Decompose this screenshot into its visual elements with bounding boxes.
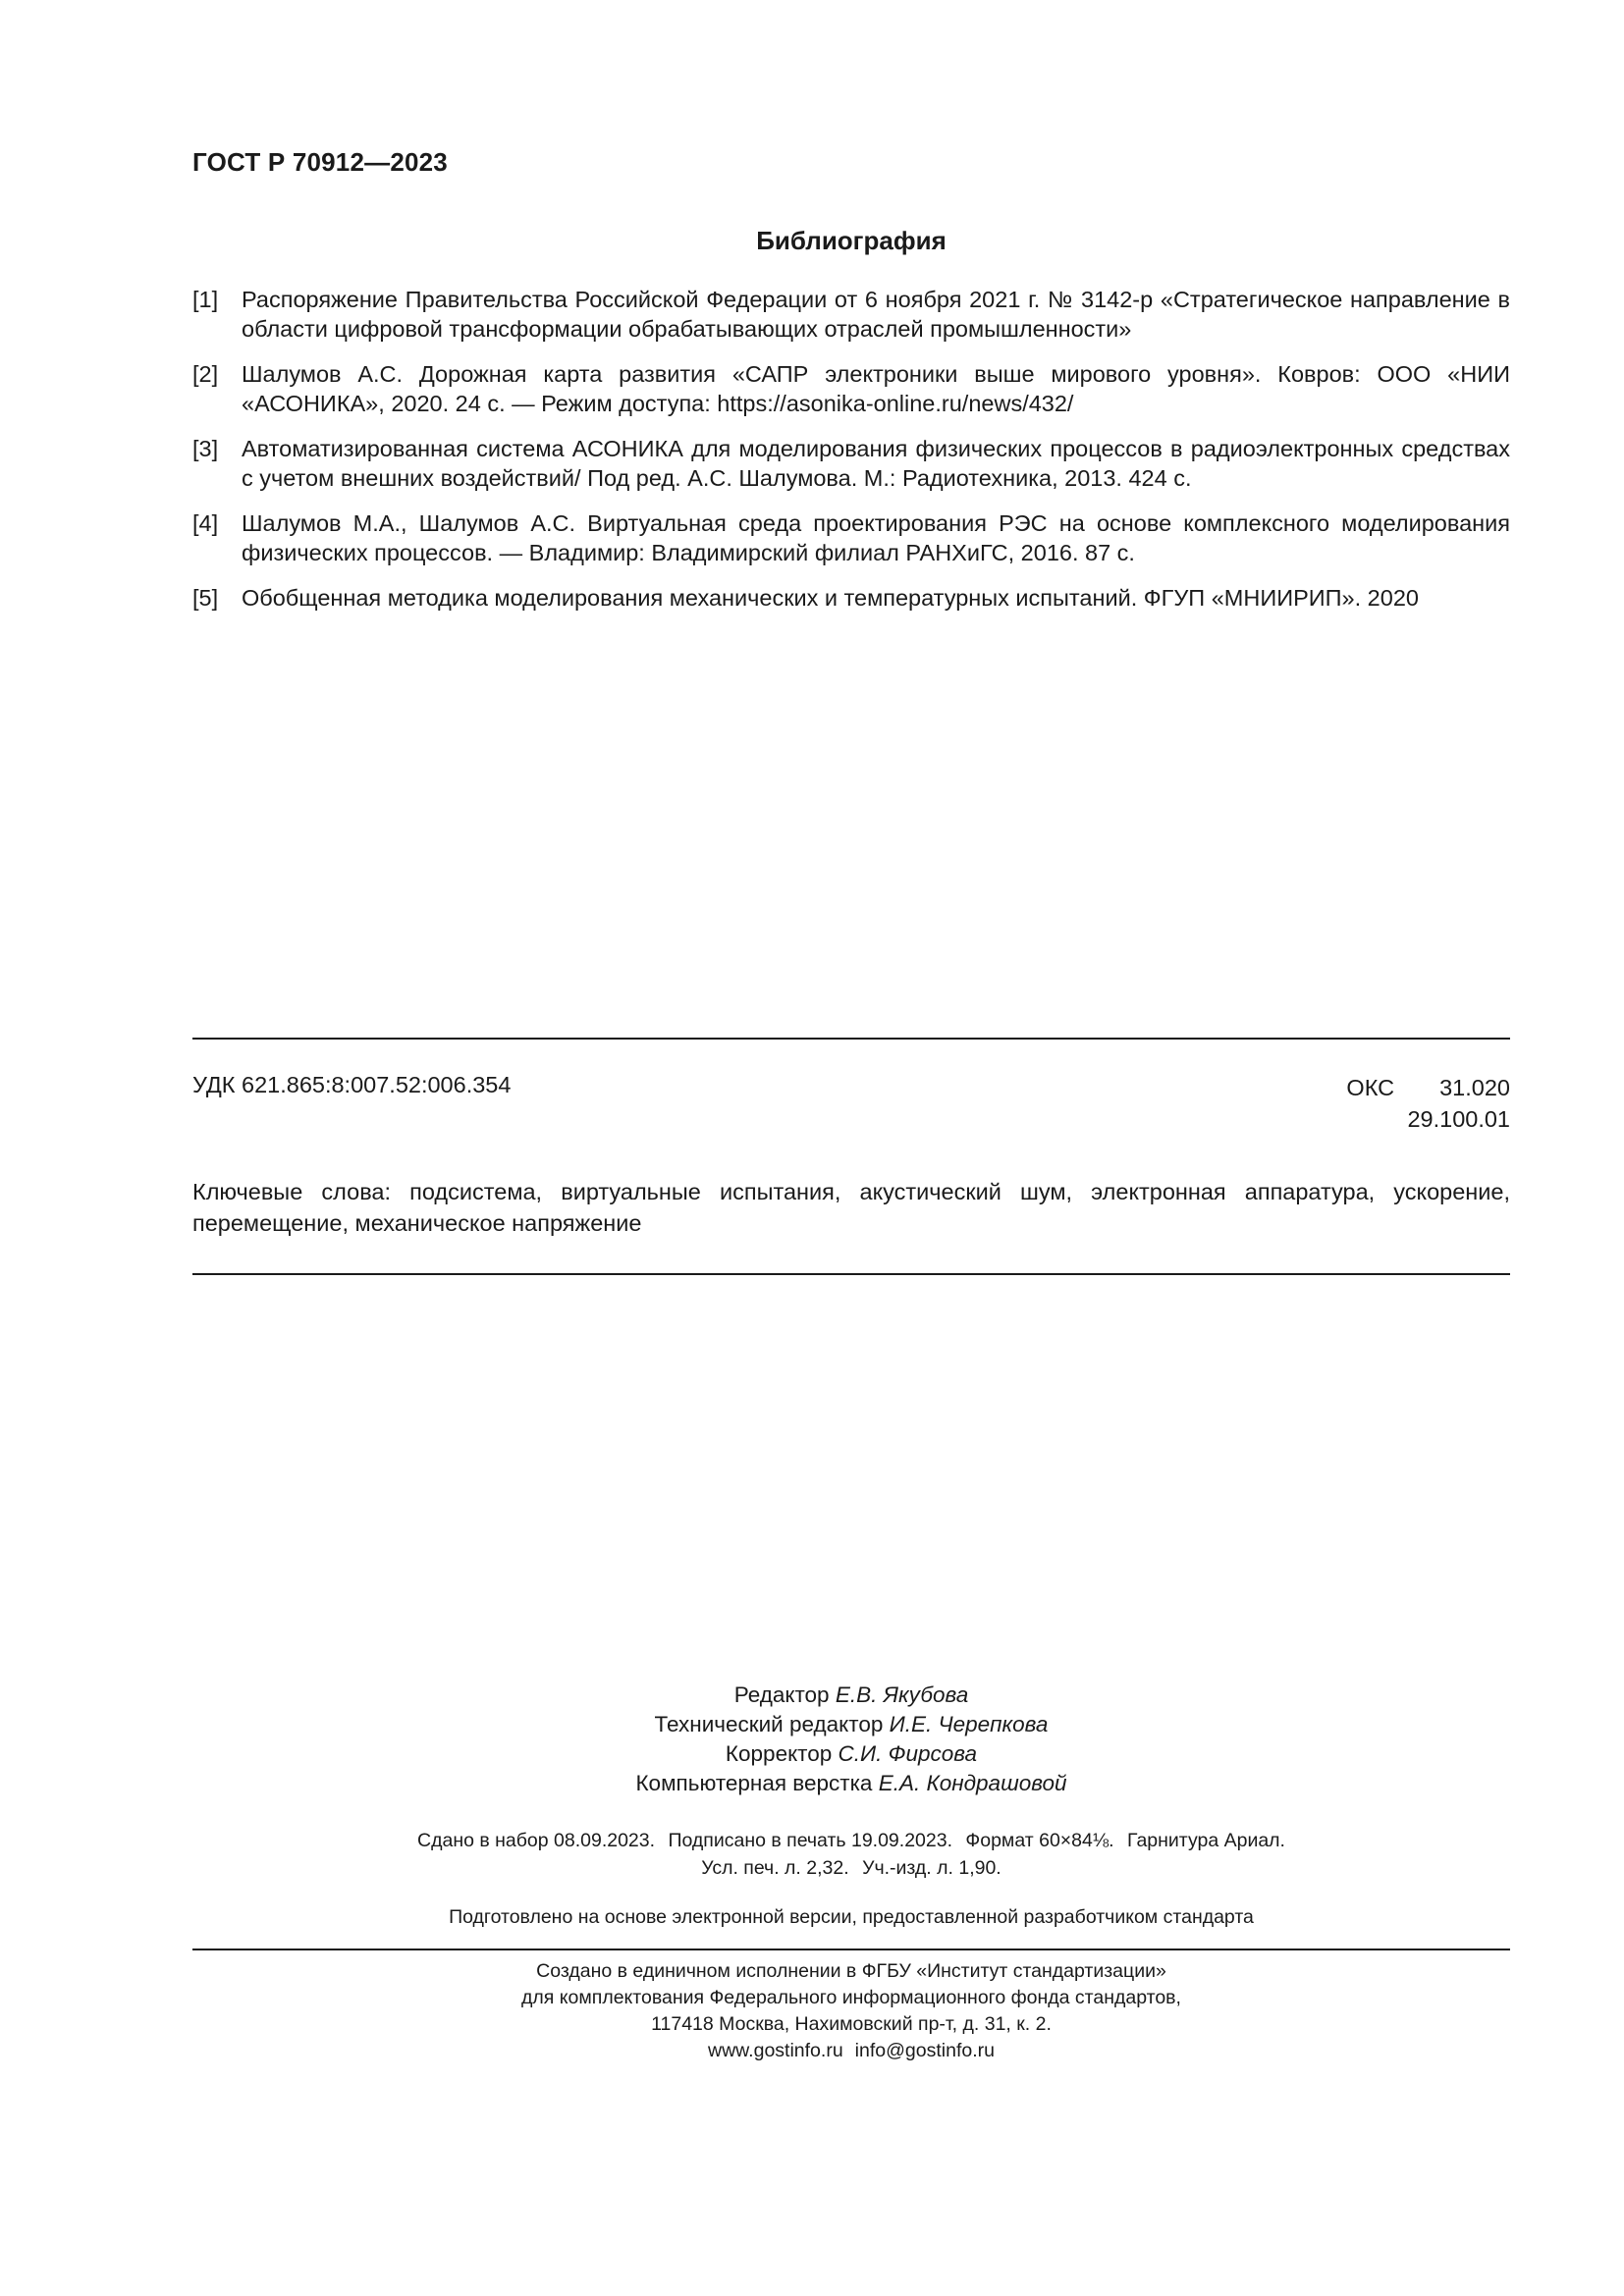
bibliography-entry-number: [5]: [192, 585, 219, 611]
bibliography-entry: [192, 583, 1510, 613]
document-code: ГОСТ Р 70912—2023: [192, 147, 448, 177]
print-info-line-2: [192, 1854, 1510, 1882]
oks-line-first: [1346, 1072, 1510, 1103]
keywords-divider: [192, 1273, 1510, 1275]
bibliography-title: Библиография: [756, 226, 947, 255]
publisher-divider: [192, 1949, 1510, 1950]
bibliography-entry-number: [1]: [192, 287, 219, 312]
print-info-line-1: [192, 1827, 1510, 1854]
credit-editor: [192, 1681, 1510, 1710]
bibliography-entry: [192, 285, 1510, 344]
credit-proofreader: [192, 1739, 1510, 1769]
publisher-line: Создано в единичном исполнении в ФГБУ «Институт стандартизации»: [536, 1960, 1166, 1982]
bibliography-entry-number: [2]: [192, 361, 219, 387]
signed-date: Подписано в печать 19.09.2023.: [668, 1830, 952, 1851]
typeface: Гарнитура Ариал.: [1126, 1830, 1285, 1851]
paper-format: Формат 60×84⅛.: [965, 1830, 1114, 1851]
bibliography-entry: [192, 434, 1510, 493]
bibliography-entry: [192, 508, 1510, 567]
credit-role: Корректор: [725, 1741, 833, 1766]
oks-label: ОКС: [1346, 1075, 1395, 1100]
email-link[interactable]: info@gostinfo.ru: [854, 2040, 995, 2061]
bibliography-entry-text: Обобщенная методика моделирования механических и температурных испытаний. ФГУП «МНИИРИП». 2020: [242, 585, 1419, 611]
bibliography-entry-number: [4]: [192, 510, 219, 536]
bibliography-entry-number: [3]: [192, 436, 219, 461]
credit-technical-editor: [192, 1710, 1510, 1739]
keywords: Ключевые слова: подсистема, виртуальные испытания, акустический шум, электронная аппаратура, ускорение, перемещение, механическое напряжение: [192, 1179, 1510, 1236]
print-sheets: Усл. печ. л. 2,32.: [701, 1857, 849, 1879]
website-link[interactable]: www.gostinfo.ru: [708, 2040, 843, 2061]
bibliography-entry-text: Распоряжение Правительства Российской Федерации от 6 ноября 2021 г. № 3142-р «Стратегическое направление в области цифровой трансформации обрабатывающих отраслей промышленности»: [242, 287, 1510, 342]
publisher-address: 117418 Москва, Нахимовский пр-т, д. 31, к. 2.: [651, 2013, 1052, 2035]
credit-role: Компьютерная верстка: [635, 1771, 873, 1795]
credit-name: Е.А. Кондрашовой: [878, 1771, 1067, 1795]
publisher-contacts: [192, 2038, 1510, 2064]
publisher-sheets: Уч.-изд. л. 1,90.: [862, 1857, 1001, 1879]
top-divider: [192, 1038, 1510, 1040]
bibliography-entry-text: Автоматизированная система АСОНИКА для моделирования физических процессов в радиоэлектронных средствах с учетом внешних воздействий/ Под ред. А.С. Шалумова. М.: Радиотехника, 2013. 424 с.: [242, 436, 1510, 491]
bibliography-entry-text: Шалумов А.С. Дорожная карта развития «САПР электроники выше мирового уровня». Ковров: ООО «НИИ «АСОНИКА», 2020. 24 с. — Режим доступа: https://asonika-online.ru/news/432/: [242, 361, 1510, 416]
bibliography-entry: [192, 359, 1510, 418]
publisher-block: [192, 1958, 1510, 2064]
oks-codes: [1346, 1072, 1510, 1135]
credit-role: Технический редактор: [654, 1712, 884, 1736]
bibliography-list: [192, 285, 1510, 628]
print-info: [192, 1827, 1510, 1882]
credit-layout: [192, 1769, 1510, 1798]
prepared-note: Подготовлено на основе электронной версии, предоставленной разработчиком стандарта: [449, 1906, 1254, 1928]
oks-code: 29.100.01: [1407, 1106, 1510, 1132]
oks-code: 31.020: [1439, 1075, 1510, 1100]
submitted-date: Сдано в набор 08.09.2023.: [417, 1830, 656, 1851]
credit-role: Редактор: [733, 1682, 830, 1707]
publisher-line: для комплектования Федерального информационного фонда стандартов,: [521, 1987, 1181, 2008]
udc-code: УДК 621.865:8:007.52:006.354: [192, 1072, 512, 1097]
credit-name: И.Е. Черепкова: [889, 1712, 1049, 1736]
credit-name: Е.В. Якубова: [835, 1682, 969, 1707]
credits-block: [192, 1681, 1510, 1798]
bibliography-entry-text: Шалумов М.А., Шалумов А.С. Виртуальная среда проектирования РЭС на основе комплексного моделирования физических процессов. — Владимир: Владимирский филиал РАНХиГС, 2016. 87 с.: [242, 510, 1510, 565]
credit-name: С.И. Фирсова: [838, 1741, 978, 1766]
